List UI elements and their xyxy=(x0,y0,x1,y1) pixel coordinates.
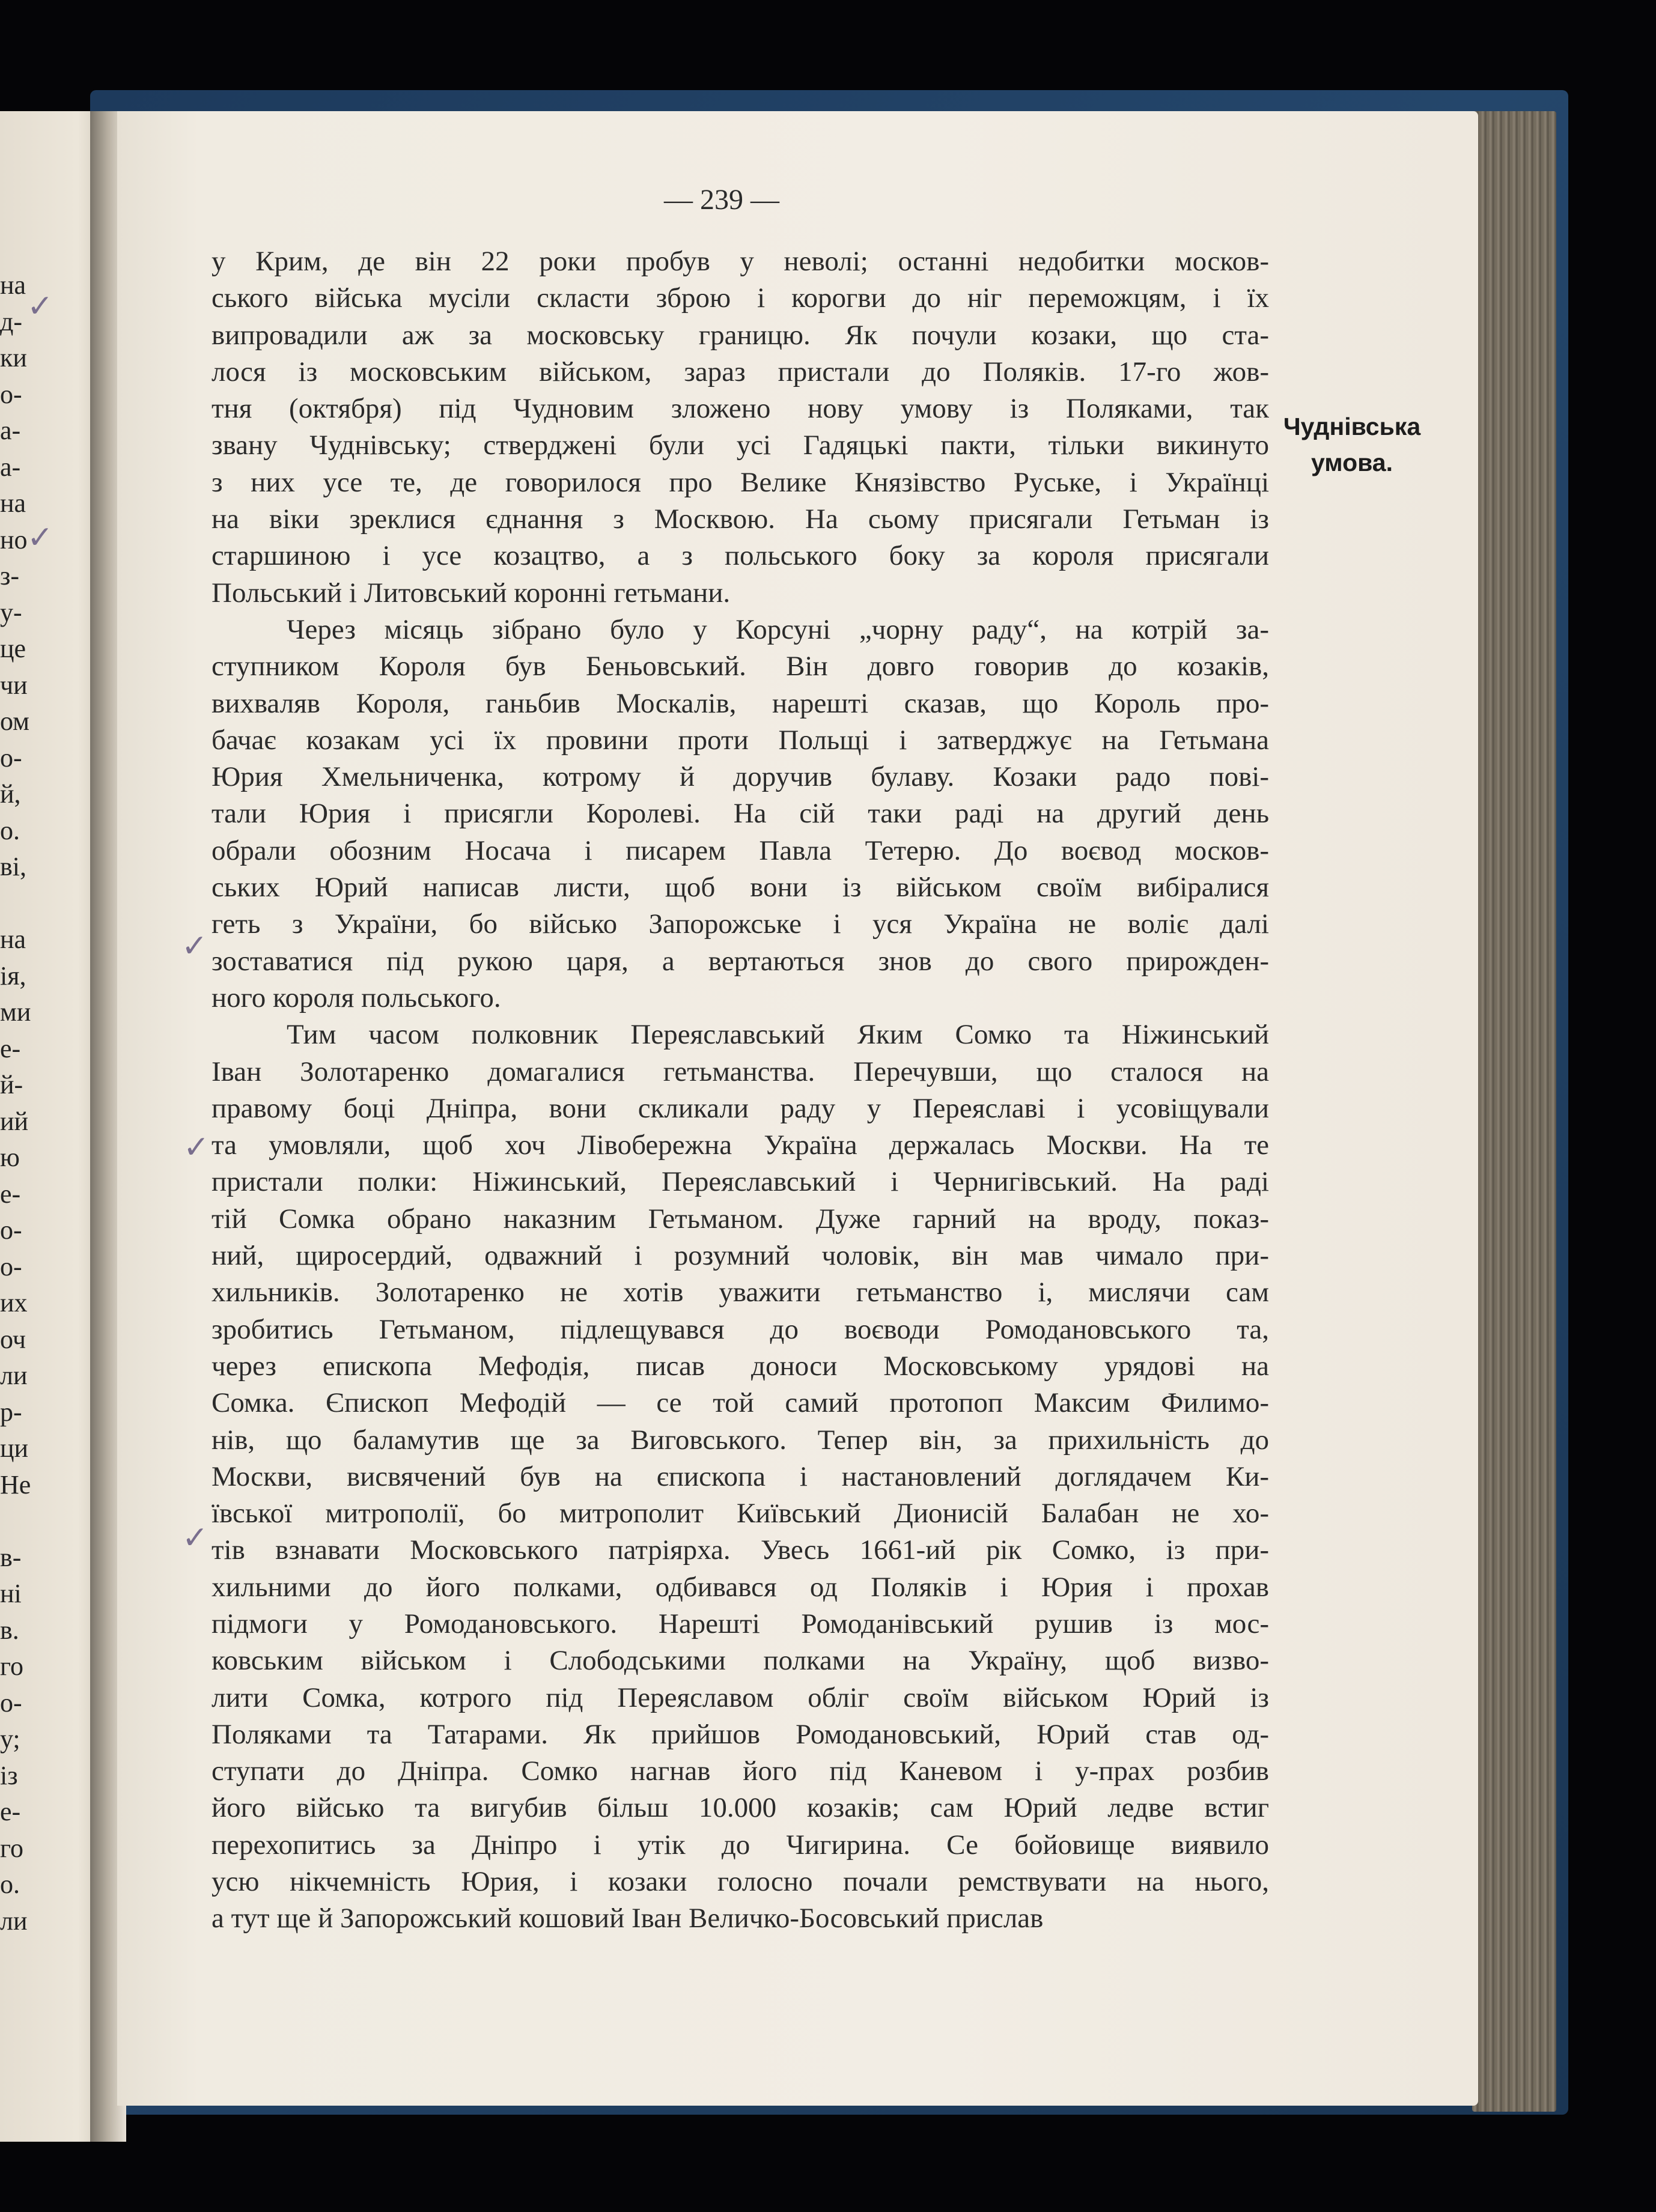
left-page-fragment: чи xyxy=(0,670,28,700)
left-page-fragment: ні xyxy=(0,1579,22,1608)
left-page-fragment: ки xyxy=(0,343,27,372)
left-page-fragment: у; xyxy=(0,1724,20,1754)
margin-note xyxy=(1274,409,1430,481)
text-line: випровадили аж за московську границю. Як почули козаки, що ста- xyxy=(212,319,1269,351)
body-text xyxy=(212,243,1269,1937)
text-line: через епископа Мефодія, писав доноси Московському урядові на xyxy=(212,1350,1269,1382)
text-line: пристали полки: Ніжинський, Переяславський і Чернигівський. На раді xyxy=(212,1166,1269,1198)
left-page-fragment: ві, xyxy=(0,852,26,881)
text-line: перехопитись за Дніпро і утік до Чигирина. Се бойовище виявило xyxy=(212,1829,1269,1861)
left-page-fragment: ми xyxy=(0,997,31,1027)
text-line: Тим часом полковник Переяславський Яким Сомко та Ніжинський xyxy=(287,1019,1269,1051)
text-line: ських Юрий написав листи, щоб вони із військом своїм вибіралися xyxy=(212,872,1269,904)
left-page-fragment: на xyxy=(0,270,26,300)
left-page-fragment: о- xyxy=(0,379,22,409)
text-line: звану Чуднівську; стверджені були усі Гадяцькі пакти, тільки викинуто xyxy=(212,430,1269,461)
text-line: Москви, висвячений був на єпископа і настановлений доглядачем Ки- xyxy=(212,1460,1269,1492)
margin-note-line: Чуднівська xyxy=(1283,413,1421,440)
text-line: нів, що баламутив ще за Виговського. Тепер він, за прихильність до xyxy=(212,1424,1269,1456)
pencil-check-icon: ✓ xyxy=(181,928,208,964)
left-page-fragment: в. xyxy=(0,1615,19,1645)
left-page-fragment: оч xyxy=(0,1324,26,1354)
text-line: старшиною і усе козацтво, а з польського боку за короля присягали xyxy=(212,540,1269,572)
left-page-fragment: о. xyxy=(0,1870,20,1899)
left-page-fragment: у- xyxy=(0,597,22,627)
text-line: ступати до Дніпра. Сомко нагнав його під Каневом і у-прах розбив xyxy=(212,1755,1269,1787)
text-line: на віки зреклися єднання з Москвою. На сьому присягали Гетьман із xyxy=(212,503,1269,535)
left-page-fragment: о- xyxy=(0,1251,22,1281)
text-line: його військо та вигубив більш 10.000 козаків; сам Юрий ледве встиг xyxy=(212,1792,1269,1824)
left-page-fragment: на xyxy=(0,488,26,518)
left-page-fragment: е- xyxy=(0,1797,21,1826)
text-line: Польський і Литовський коронні гетьмани. xyxy=(212,577,731,609)
text-line: Через місяць зібрано було у Корсуні „чорну раду“, на котрій за- xyxy=(287,613,1269,645)
left-page-fragment: е- xyxy=(0,1033,21,1063)
text-line: лити Сомка, котрого під Переяславом обліг своїм військом Юрий із xyxy=(212,1682,1269,1713)
text-line: Сомка. Єпископ Мефодій — се той самий протопоп Максим Филимо- xyxy=(212,1387,1269,1419)
left-page-fragment: ци xyxy=(0,1433,29,1463)
text-line: ного короля польського. xyxy=(212,982,501,1013)
left-page-fragment: на xyxy=(0,925,26,954)
left-page-fragment: в- xyxy=(0,1542,22,1572)
text-line: тів взнавати Московського патріярха. Увесь 1661-ий рік Сомко, із при- xyxy=(212,1534,1269,1566)
text-line: зробитись Гетьманом, підлещувався до воєводи Ромодановського та, xyxy=(212,1313,1269,1345)
left-page-fragment: р- xyxy=(0,1397,22,1427)
left-page-fragment: ли xyxy=(0,1906,28,1936)
text-line: та умовляли, щоб хоч Лівобережна Україна держалась Москви. На те xyxy=(212,1129,1269,1161)
left-page-fragment: Не xyxy=(0,1469,31,1499)
text-line: у Крим, де він 22 роки пробув у неволі; останні недобитки москов- xyxy=(212,246,1269,277)
left-page-fragment: ий xyxy=(0,1106,29,1136)
left-page-fragment: но xyxy=(0,524,28,555)
left-page-fragment: о- xyxy=(0,1215,22,1245)
left-page-fragment: о- xyxy=(0,1688,22,1718)
left-page-fragment: ли xyxy=(0,1361,28,1390)
text-line: ковським військом і Слободськими полками на Україну, щоб визво- xyxy=(212,1645,1269,1677)
pencil-check-icon: ✓ xyxy=(27,520,53,556)
text-line: а тут ще й Запорожський кошовий Іван Величко-Босовський прислав xyxy=(212,1903,1044,1934)
text-line: хильними до його полками, одбивався од Поляків і Юрия і прохав xyxy=(212,1571,1269,1603)
left-page-fragment: го xyxy=(0,1651,23,1681)
text-line: зоставатися під рукою царя, а вертаються знов до свого прирожден- xyxy=(212,945,1269,977)
text-line: підмоги у Ромодановського. Нарешті Ромоданівський рушив із мос- xyxy=(212,1608,1269,1639)
text-line: Іван Золотаренко домагалися гетьманства. Перечувши, що сталося на xyxy=(212,1056,1269,1087)
pencil-check-icon: ✓ xyxy=(182,1520,209,1556)
left-page-fragment: ю xyxy=(0,1143,20,1172)
left-page-fragment: ія, xyxy=(0,961,26,991)
text-line: ний, щиросердий, одважний і розумний чоловік, він мав чимало при- xyxy=(212,1240,1269,1272)
pencil-check-icon: ✓ xyxy=(183,1129,210,1165)
left-page-fragment: го xyxy=(0,1833,23,1863)
text-line: з них усе те, де говорилося про Велике Князівство Руське, і Українці xyxy=(212,466,1269,498)
left-page-fragment: о- xyxy=(0,743,22,773)
text-line: Поляками та Татарами. Як прийшов Ромодановський, Юрий став од- xyxy=(212,1718,1269,1750)
text-line: ступником Короля був Беньовський. Він довго говорив до козаків, xyxy=(212,651,1269,682)
page-edges xyxy=(1472,111,1556,2112)
text-line: правому боці Дніпра, вони скликали раду у Переяславі і усовіщували xyxy=(212,1092,1269,1124)
text-line: геть з України, бо військо Запорожське і уся Україна не воліє далі xyxy=(212,908,1269,940)
text-line: хильників. Золотаренко не хотів уважити гетьманство і, мислячи сам xyxy=(212,1277,1269,1308)
left-page-fragment: д- xyxy=(0,306,23,336)
text-line: лося із московським військом, зараз пристали до Поляків. 17-го жов- xyxy=(212,356,1269,387)
left-page-fragment: й, xyxy=(0,779,21,809)
left-page-fragment: й- xyxy=(0,1070,23,1099)
text-line: усю нікчемність Юрия, і козаки голосно почали ремствувати на нього, xyxy=(212,1866,1269,1898)
text-line: тня (октября) під Чудновим зложено нову умову із Поляками, так xyxy=(212,393,1269,425)
text-line: вихваляв Короля, ганьбив Москалів, нарешті сказав, що Король про- xyxy=(212,687,1269,719)
text-line: Юрия Хмельниченка, котрому й доручив булаву. Козаки радо пові- xyxy=(212,761,1269,793)
page-number-header: — 239 — xyxy=(664,184,779,216)
left-page-fragment: их xyxy=(0,1288,28,1317)
pencil-check-icon: ✓ xyxy=(27,288,53,324)
left-page-fragment: ом xyxy=(0,706,30,736)
text-line: обрали обозним Носача і писарем Павла Тетерю. До воєвод москов- xyxy=(212,834,1269,866)
text-line: ївської митрополії, бо митрополит Київський Дионисій Балабан не хо- xyxy=(212,1498,1269,1530)
left-page-fragment: о. xyxy=(0,815,20,845)
text-line: тали Юрия і присягли Королеві. На сій таки раді на другий день xyxy=(212,798,1269,830)
text-line: ського війська мусіли скласти зброю і корогви до ніг переможцям, і їх xyxy=(212,282,1269,314)
left-page-fragment: із xyxy=(0,1760,18,1790)
left-page-fragment: а- xyxy=(0,452,21,482)
text-line: тій Сомка обрано наказним Гетьманом. Дуже гарний на вроду, показ- xyxy=(212,1203,1269,1235)
left-page-fragment: це xyxy=(0,634,26,663)
left-page-fragment: а- xyxy=(0,416,21,445)
margin-note-line: умова. xyxy=(1311,449,1393,476)
left-page-fragment: е- xyxy=(0,1179,21,1209)
left-page-fragment: з- xyxy=(0,561,20,591)
text-line: бачає козакам усі їх провини проти Польщі і затверджує на Гетьмана xyxy=(212,724,1269,756)
